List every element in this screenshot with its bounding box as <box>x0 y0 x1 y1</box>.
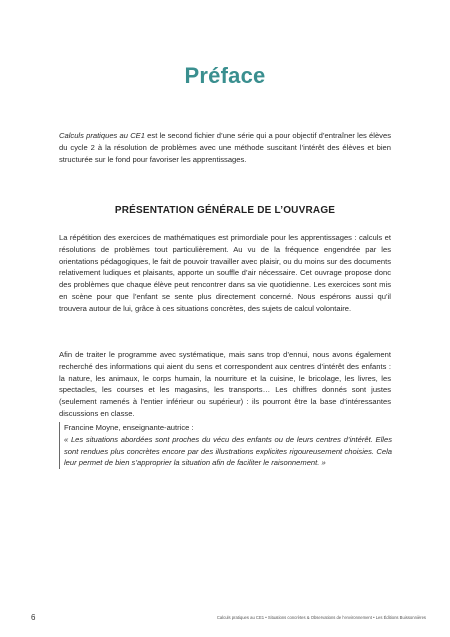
body-paragraph-2: Afin de traiter le programme avec systématique, mais sans trop d’ennui, nous avons également recherché des informations qui aient du sens et correspondent aux centres d’intérêt des enfants : la nature, les animaux, le corps humain, la nourriture et la cuisine, le bricolage, les livres, les spectacles, les courses et les magasins, les transports… Les chiffres donnés sont justes (seulement ramenés à l’entier inférieur ou supérieur) : ils pourront être la base d’intéressantes discussions en classe. <box>59 350 391 418</box>
quote-author: Francine Moyne, enseignante-autrice : <box>64 423 194 432</box>
page-title: Préface <box>184 63 266 88</box>
quote-block <box>59 422 392 469</box>
book-title-italic: Calculs pratiques au CE1 <box>59 131 145 140</box>
quote-text: « Les situations abordées sont proches du vécu des enfants ou de leurs centres d’intérêt. Elles sont rendues plus concrètes encore par des illustrations explicites rigoureusement choisies. Cela leur permet de bien s’approprier la situation afin de faciliter le raisonnement. » <box>64 434 392 468</box>
section-heading: PRÉSENTATION GÉNÉRALE DE L’OUVRAGE <box>114 205 336 216</box>
body-paragraph-1: La répétition des exercices de mathématiques est primordiale pour les apprentissages : calculs et résolutions de problèmes tout particulièrement. Au vu de la fréquence engendrée par les orientations pédagogiques, le fait de pouvoir travailler avec plaisir, ou du moins sur des documents relativement ludiques et plaisants, apporte un souffle d’air nécessaire. Cet ouvrage propose donc des problèmes que chaque élève peut rencontrer dans sa vie quotidienne. Les exercices sont mis en scène pour que l’enfant se sente plus directement concerné. Nous espérons aussi qu’il trouvera autour de lui, grâce à ces situations concrètes, des sujets de calcul volontaire. <box>59 233 391 313</box>
intro-text: est le second fichier d’une série qui a pour objectif d’entraîner les élèves du cycle 2 à la résolution de problèmes avec une méthode suscitant l’intérêt des élèves et bien structurée sur le fond pour favoriser les apprentissages. <box>59 131 392 164</box>
page-number: 6 <box>31 613 36 622</box>
footer-text: Calculs pratiques au CE1 • Situations concrètes & Observations de l’environnement • Les Éditions Buissonnières <box>216 615 426 620</box>
intro-paragraph <box>59 130 391 165</box>
